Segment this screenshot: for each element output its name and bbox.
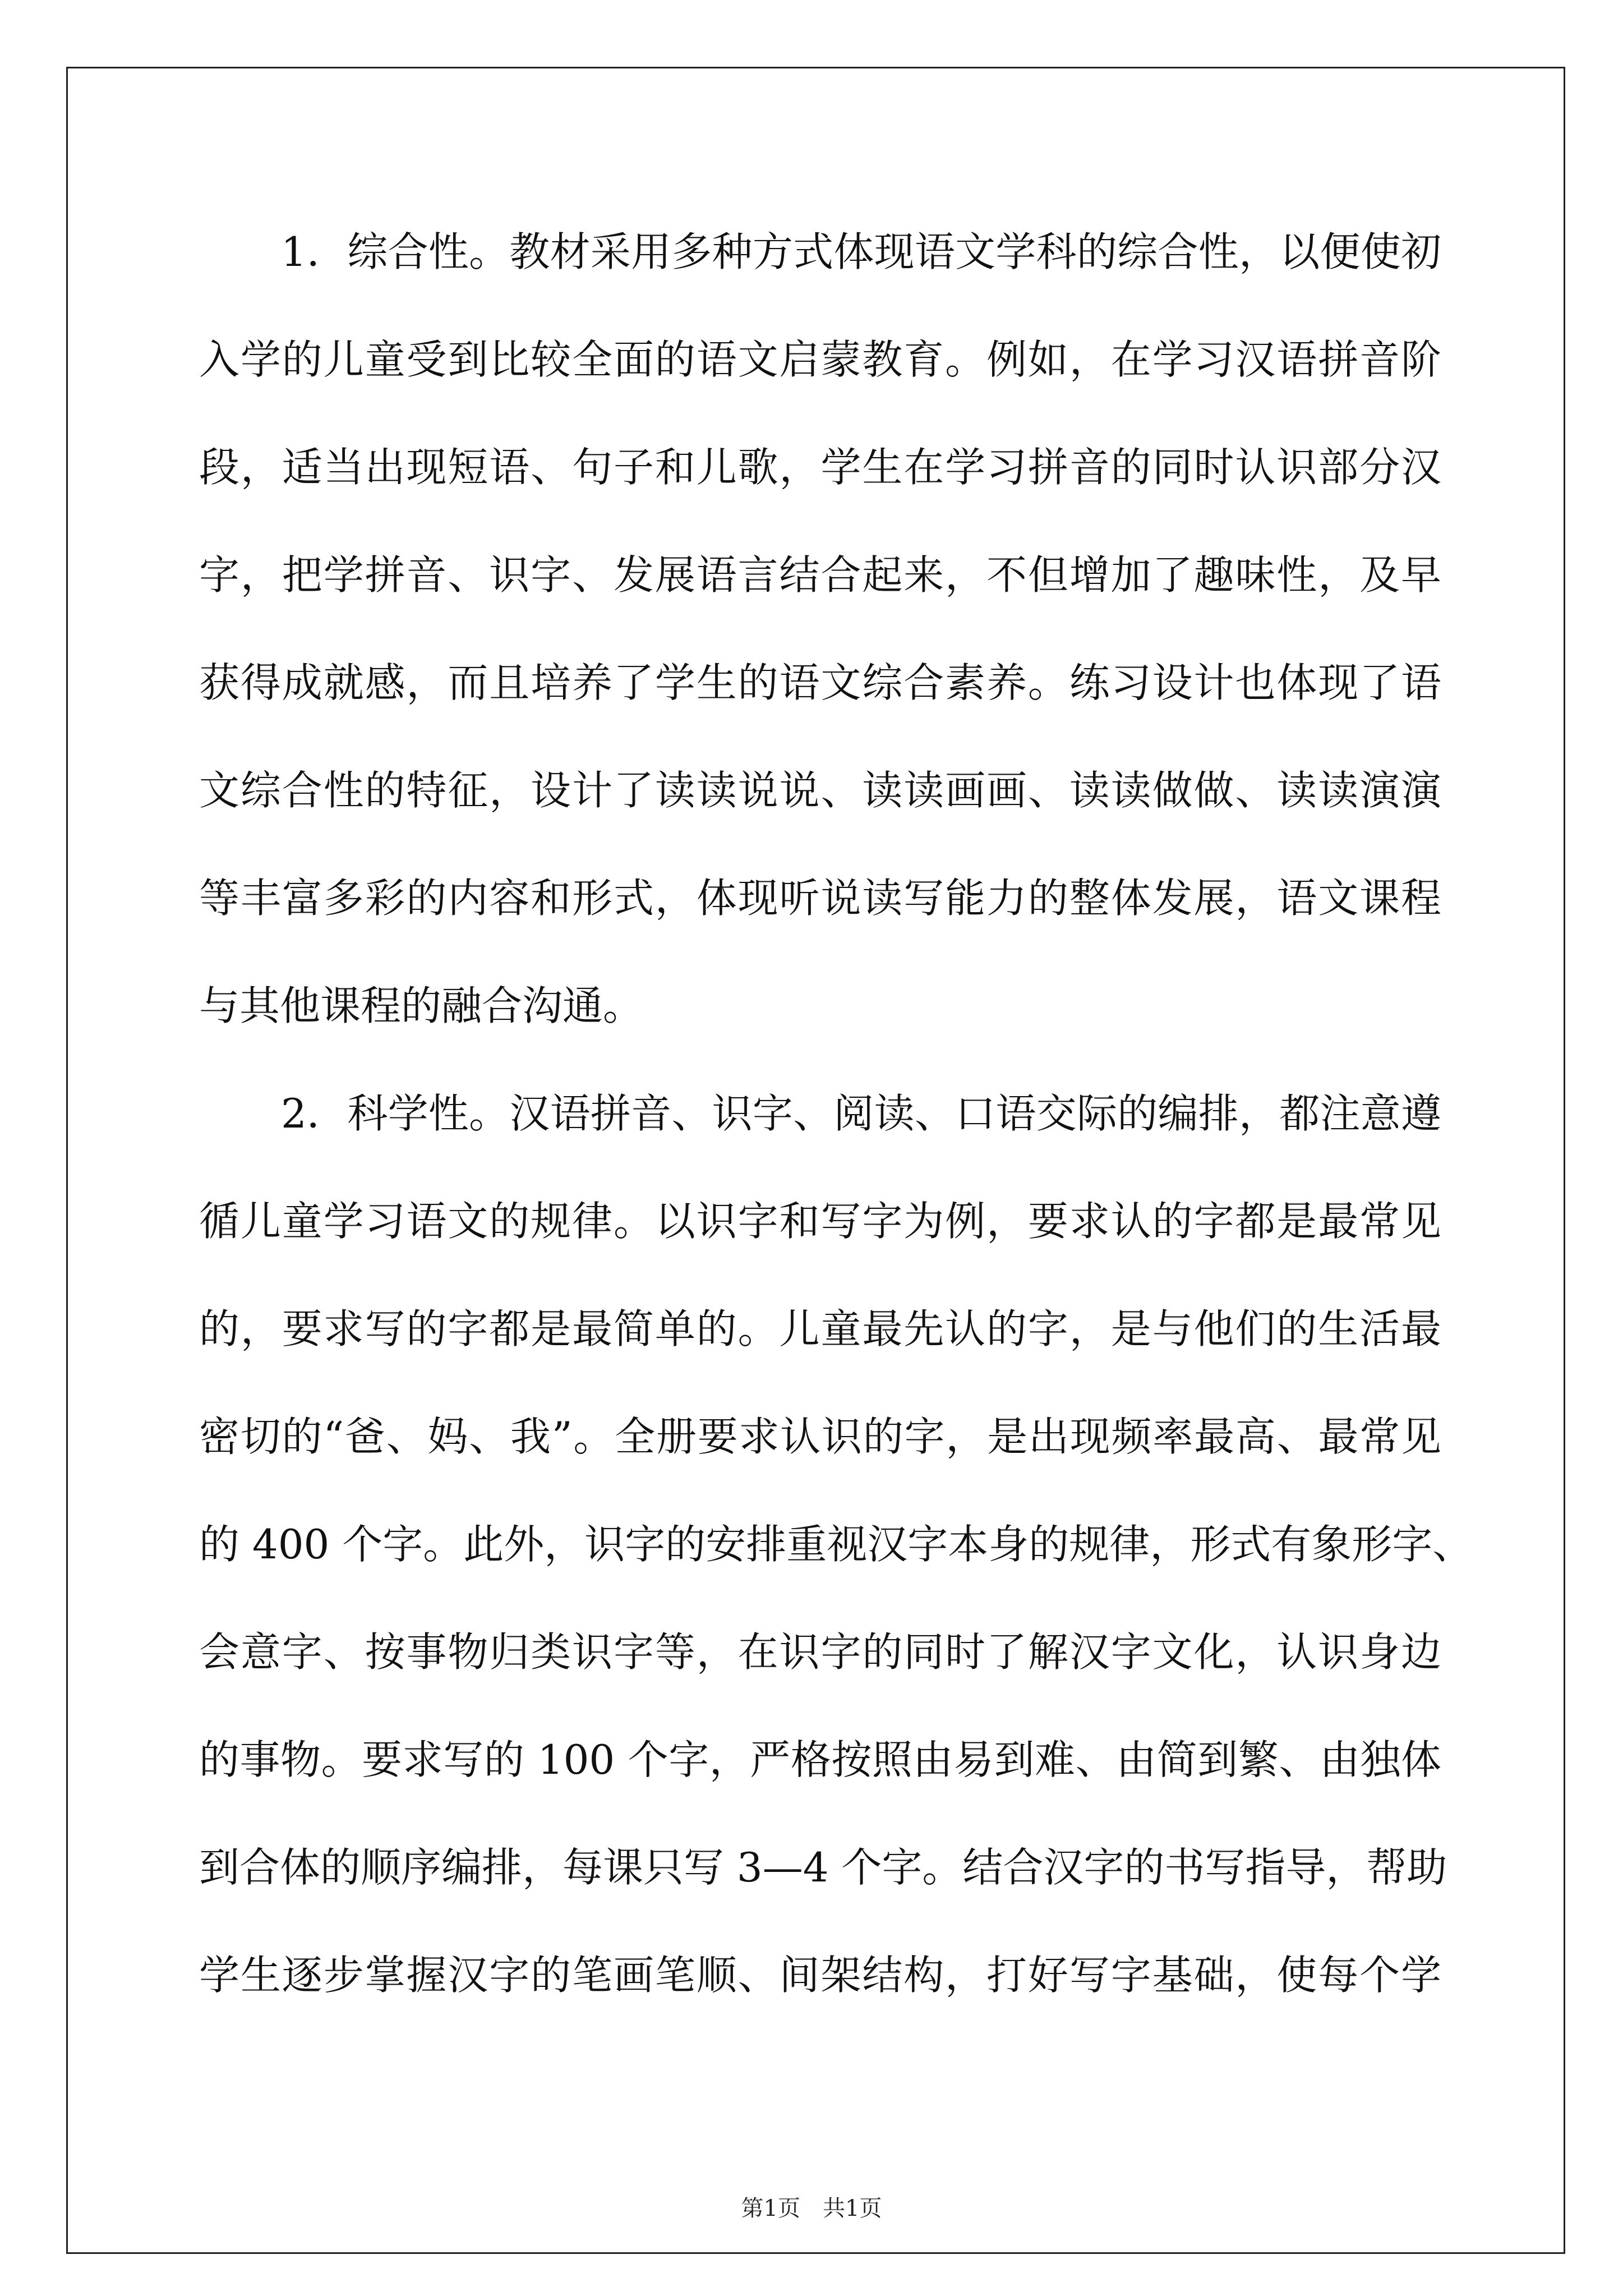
- text-line: 等丰富多彩的内容和形式，体现听说读写能力的整体发展，语文课程: [199, 875, 1441, 922]
- text-line: 会意字、按事物归类识字等，在识字的同时了解汉字文化，认识身边: [199, 1628, 1441, 1676]
- paragraph-comprehensiveness: [199, 198, 1441, 1060]
- text-line: 循儿童学习语文的规律。以识字和写字为例，要求认的字都是最常见: [199, 1198, 1441, 1245]
- text-line: 密切的“爸、妈、我”。全册要求认识的字，是出现频率最高、最常见: [199, 1413, 1441, 1460]
- text-line: 1．综合性。教材采用多种方式体现语文学科的综合性，以便使初: [281, 228, 1441, 275]
- text-line: 段，适当出现短语、句子和儿歌，学生在学习拼音的同时认识部分汉: [199, 444, 1441, 491]
- page-number-footer: 第1页 共1页: [741, 2196, 882, 2221]
- text-line: 文综合性的特征，设计了读读说说、读读画画、读读做做、读读演演: [199, 767, 1441, 814]
- text-line: 到合体的顺序编排，每课只写 3—4 个字。结合汉字的书写指导，帮助: [199, 1844, 1447, 1891]
- text-line: 入学的儿童受到比较全面的语文启蒙教育。例如，在学习汉语拼音阶: [199, 336, 1441, 383]
- text-line: 与其他课程的融合沟通。: [199, 982, 644, 1029]
- text-line: 学生逐步掌握汉字的笔画笔顺、间架结构，打好写字基础，使每个学: [199, 1952, 1441, 1999]
- document-body: [199, 198, 1473, 2029]
- text-line: 的，要求写的字都是最简单的。儿童最先认的字，是与他们的生活最: [199, 1305, 1441, 1352]
- text-line: 的 400 个字。此外，识字的安排重视汉字本身的规律，形式有象形字、: [199, 1521, 1473, 1568]
- text-line: 字，把学拼音、识字、发展语言结合起来，不但增加了趣味性，及早: [199, 551, 1441, 599]
- text-line: 获得成就感，而且培养了学生的语文综合素养。练习设计也体现了语: [199, 659, 1441, 706]
- paragraph-scientific: [199, 1060, 1473, 2029]
- text-line: 2．科学性。汉语拼音、识字、阅读、口语交际的编排，都注意遵: [281, 1090, 1441, 1137]
- text-line: 的事物。要求写的 100 个字，严格按照由易到难、由简到繁、由独体: [199, 1736, 1441, 1783]
